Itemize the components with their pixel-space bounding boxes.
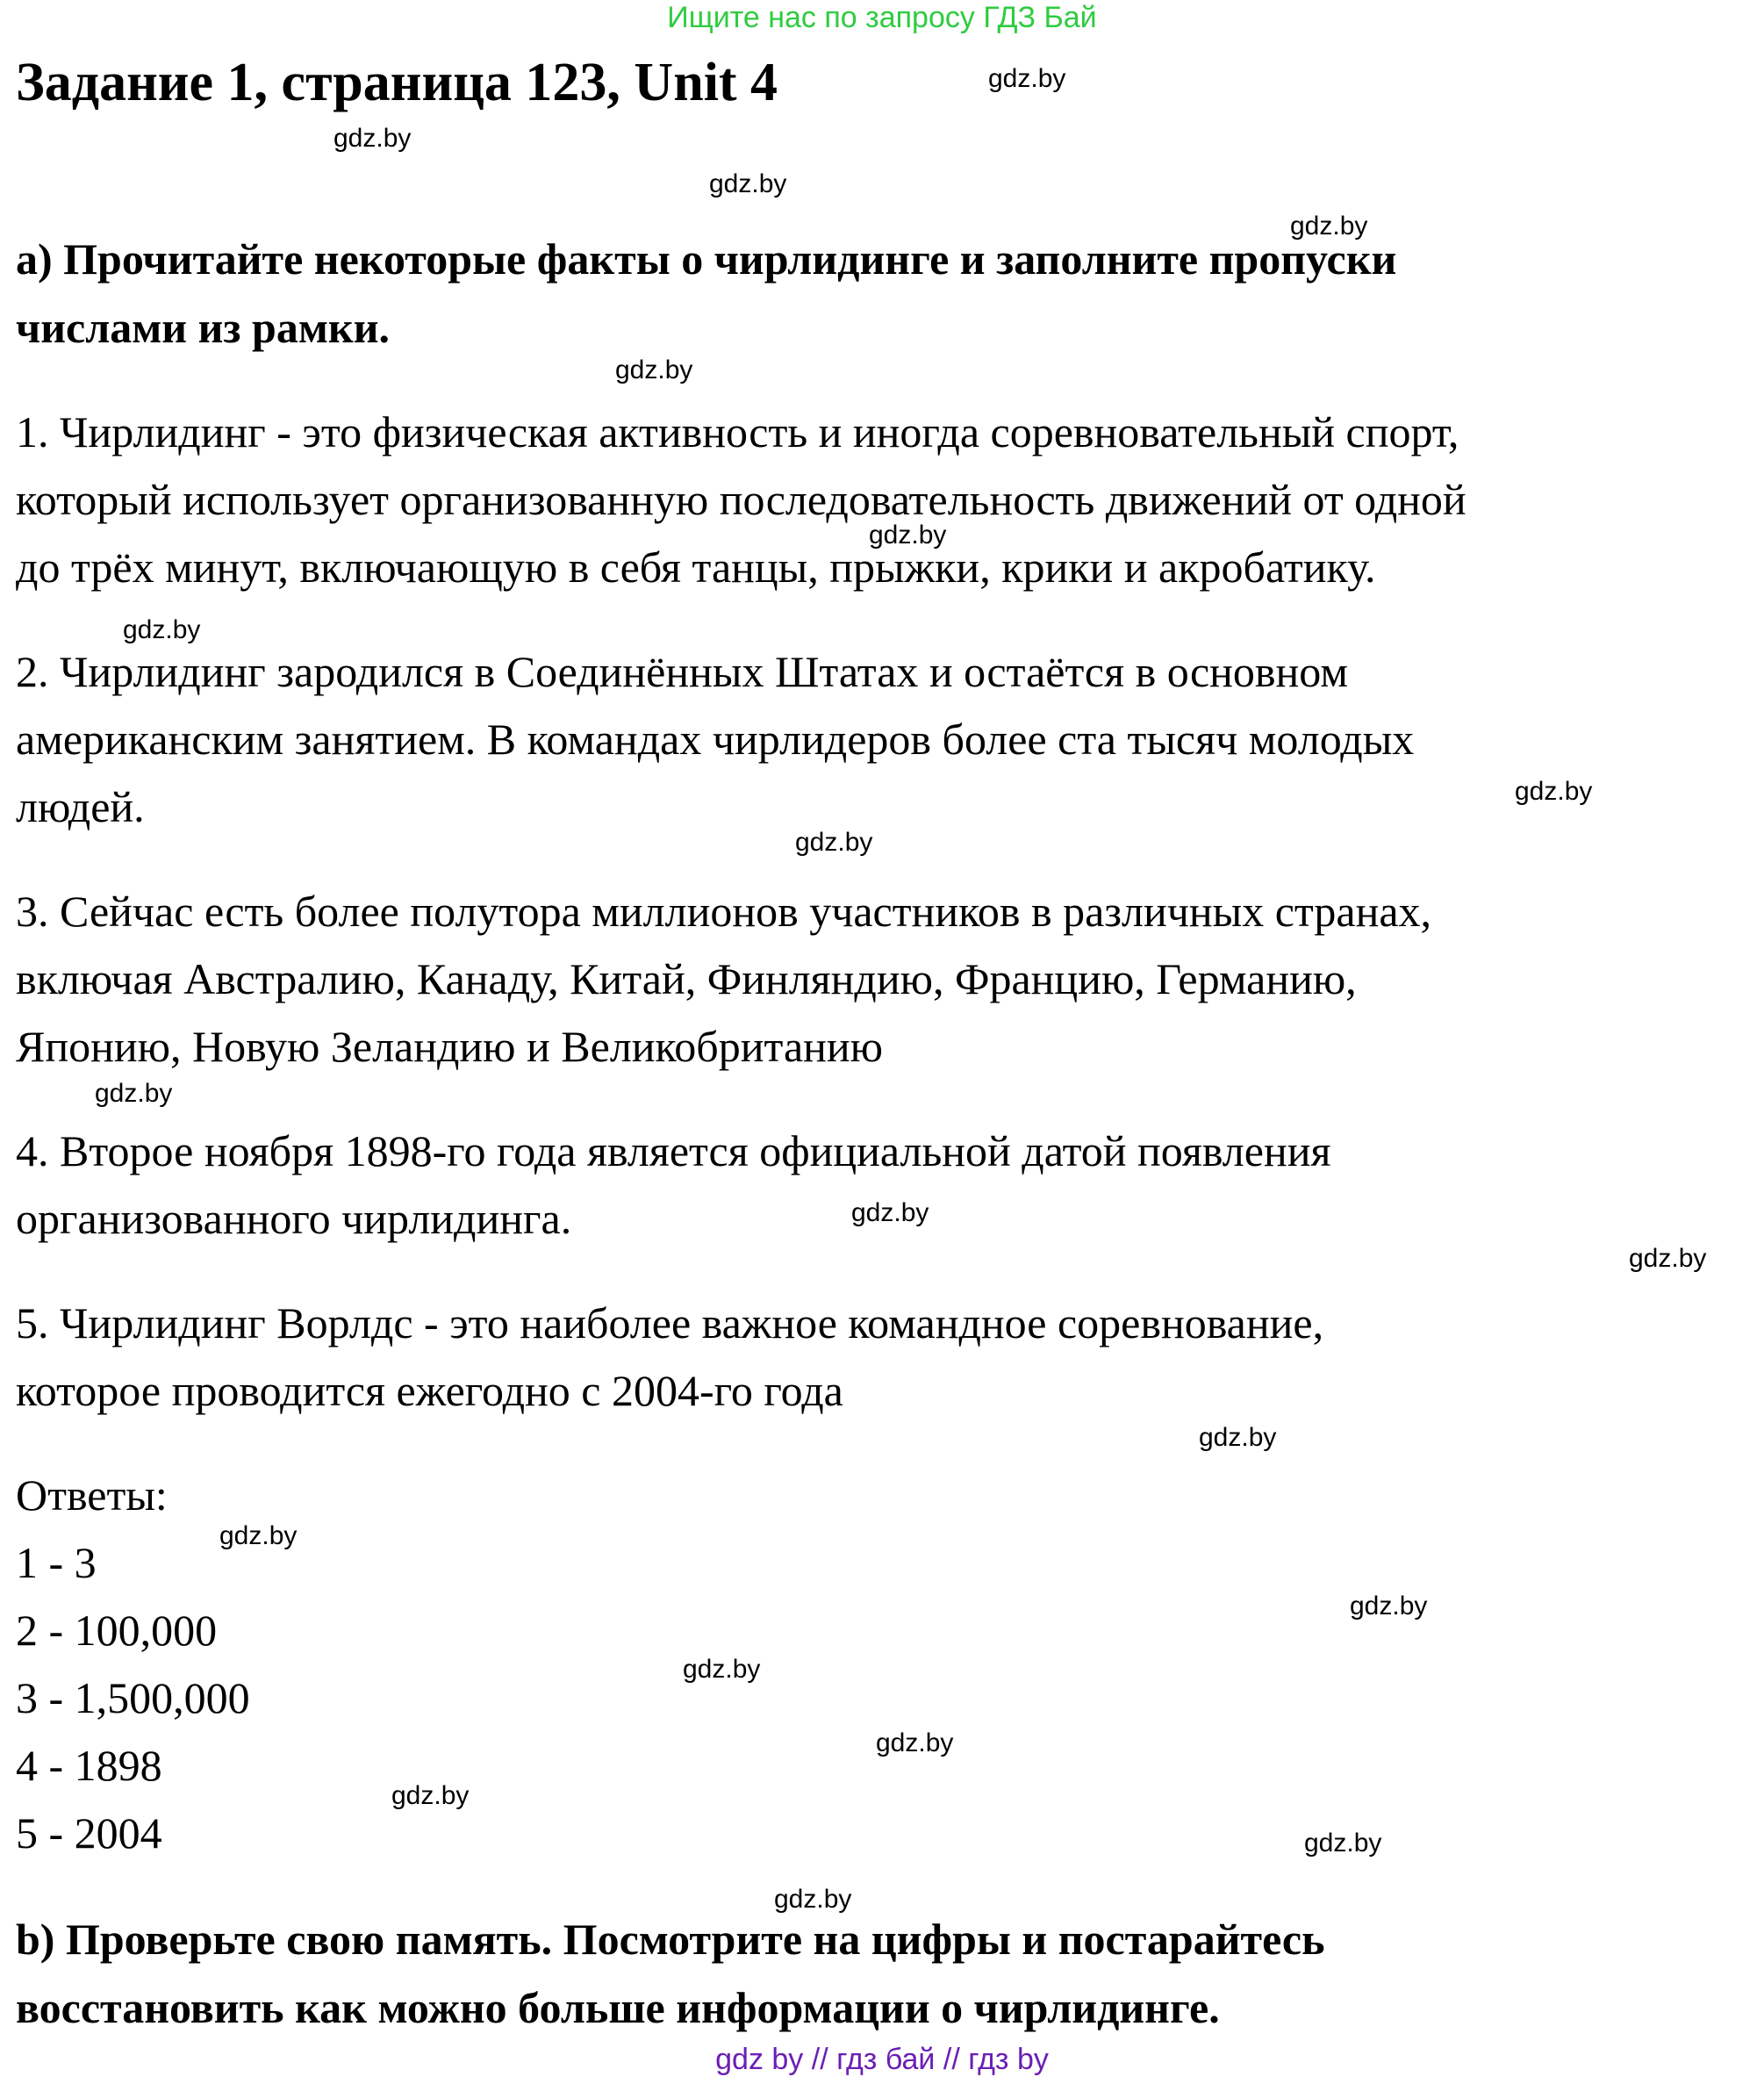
fact-line: Японию, Новую Зеландию и Великобританию — [16, 1022, 884, 1071]
watermark: gdz.by — [615, 356, 693, 384]
watermark: gdz.by — [123, 615, 201, 644]
section-a-heading-line: a) Прочитайте некоторые факты о чирлидинге и заполните пропуски — [16, 234, 1397, 284]
fact-1 — [16, 399, 1466, 601]
watermark: gdz.by — [95, 1079, 173, 1108]
section-b-heading-line: b) Проверьте свою память. Посмотрите на цифры и постарайтесь — [16, 1915, 1325, 1964]
fact-line: которое проводится ежегодно с 2004-го года — [16, 1366, 843, 1415]
fact-line: американским занятием. В командах чирлидеров более ста тысяч молодых — [16, 715, 1415, 764]
fact-line: который использует организованную последовательность движений от одной — [16, 475, 1466, 524]
fact-line: 2. Чирлидинг зародился в Соединённых Штатах и остаётся в основном — [16, 647, 1348, 696]
watermark: gdz.by — [1515, 777, 1593, 806]
watermark: gdz.by — [1199, 1423, 1277, 1452]
watermark: gdz.by — [1304, 1829, 1382, 1858]
answer-item: 2 - 100,000 — [16, 1606, 218, 1655]
watermark: gdz.by — [876, 1728, 954, 1757]
section-b-heading-line: восстановить как можно больше информации о чирлидинге. — [16, 1983, 1220, 2032]
answers-block — [16, 1462, 250, 1867]
footer-links: gdz by // гдз бай // гдз by — [715, 2043, 1049, 2076]
answer-item: 4 - 1898 — [16, 1741, 162, 1790]
fact-line: 1. Чирлидинг - это физическая активность и иногда соревновательный спорт, — [16, 407, 1459, 456]
watermark: gdz.by — [1350, 1592, 1428, 1620]
watermark: gdz.by — [1629, 1244, 1707, 1273]
watermark: gdz.by — [709, 169, 787, 198]
fact-5 — [16, 1290, 1323, 1425]
watermark: gdz.by — [333, 124, 412, 153]
watermark: gdz.by — [391, 1781, 470, 1810]
fact-line: 5. Чирлидинг Ворлдс - это наиболее важное командное соревнование, — [16, 1298, 1324, 1347]
section-a-heading-line: числами из рамки. — [16, 303, 391, 352]
fact-3 — [16, 878, 1431, 1081]
fact-4 — [16, 1117, 1330, 1253]
section-b-heading — [16, 1905, 1325, 2042]
answers-label: Ответы: — [16, 1470, 168, 1520]
fact-line: 3. Сейчас есть более полутора миллионов участников в различных странах, — [16, 887, 1432, 936]
watermark: gdz.by — [683, 1655, 761, 1684]
fact-line: организованного чирлидинга. — [16, 1194, 572, 1243]
watermark: gdz.by — [1290, 212, 1368, 241]
watermark: gdz.by — [219, 1521, 298, 1550]
watermark: gdz.by — [869, 521, 947, 550]
watermark: gdz.by — [988, 64, 1066, 93]
fact-line: включая Австралию, Канаду, Китай, Финляндию, Францию, Германию, — [16, 954, 1357, 1003]
answer-item: 3 - 1,500,000 — [16, 1673, 250, 1722]
top-banner: Ищите нас по запросу ГДЗ Бай — [667, 1, 1097, 34]
watermark: gdz.by — [851, 1198, 929, 1227]
answer-item: 5 - 2004 — [16, 1808, 162, 1858]
page-title: Задание 1, страница 123, Unit 4 — [16, 53, 778, 112]
section-a-heading — [16, 225, 1396, 362]
fact-2 — [16, 638, 1414, 841]
watermark: gdz.by — [795, 828, 873, 857]
watermark: gdz.by — [774, 1885, 852, 1914]
fact-line: 4. Второе ноября 1898-го года является официальной датой появления — [16, 1126, 1331, 1175]
fact-line: людей. — [16, 782, 145, 831]
answer-item: 1 - 3 — [16, 1538, 97, 1587]
fact-line: до трёх минут, включающую в себя танцы, прыжки, крики и акробатику. — [16, 543, 1376, 592]
